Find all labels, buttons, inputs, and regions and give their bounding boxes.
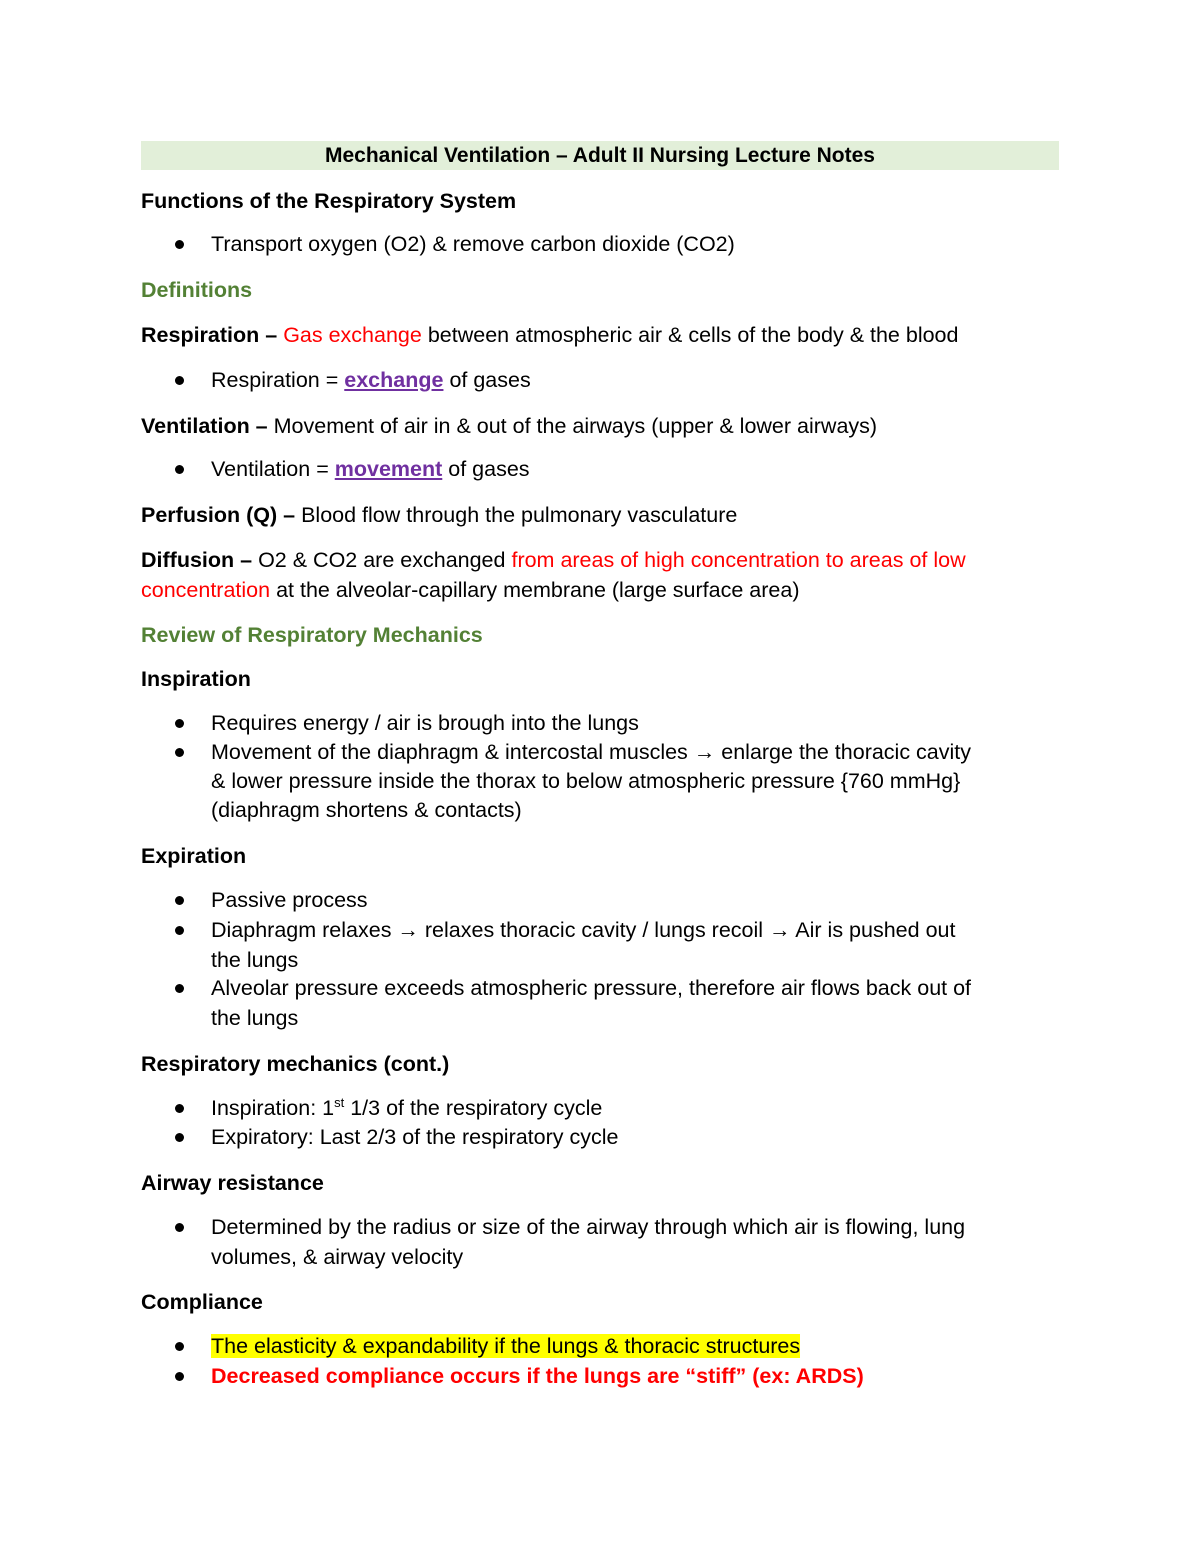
document-title: Mechanical Ventilation – Adult II Nursing Lecture Notes — [141, 141, 1059, 170]
expiration-bullet-3-line-1: Alveolar pressure exceeds atmospheric pressure, therefore air flows back out of — [211, 976, 972, 1000]
perfusion-term: Perfusion (Q) – — [141, 503, 296, 527]
compliance-bullet-2: Decreased compliance occurs if the lungs are “stiff” (ex: ARDS) — [211, 1364, 864, 1388]
diffusion-post: at the alveolar-capillary membrane (large surface area) — [276, 578, 800, 602]
ventilation-rest: Movement of air in & out of the airways (upper & lower airways) — [273, 414, 878, 438]
bullet-icon — [175, 896, 184, 905]
inspiration-bullet-1: Requires energy / air is brough into the lungs — [211, 711, 639, 735]
diffusion-definition — [141, 545, 966, 575]
review-heading: Review of Respiratory Mechanics — [141, 623, 483, 647]
mechanics-cont-bullet-2: Expiratory: Last 2/3 of the respiratory cycle — [211, 1125, 619, 1149]
diffusion-red1: from areas of high concentration to areas of low — [511, 548, 966, 572]
bullet-icon — [175, 1133, 184, 1142]
airway-bullet-line-1: Determined by the radius or size of the airway through which air is flowing, lung — [211, 1215, 966, 1239]
bullet-icon — [175, 984, 184, 993]
bullet-icon — [175, 1342, 184, 1351]
ventilation-term: Ventilation – — [141, 414, 268, 438]
inspiration-bullet-2-line-1: Movement of the diaphragm & intercostal muscles → enlarge the thoracic cavity — [211, 740, 972, 764]
airway-heading: Airway resistance — [141, 1171, 324, 1195]
respiration-definition — [141, 320, 958, 350]
compliance-highlight: The elasticity & expandability if the lungs & thoracic structures — [211, 1334, 801, 1358]
inspiration-bullet-2-line-2: & lower pressure inside the thorax to below atmospheric pressure {760 mmHg} — [211, 769, 961, 793]
respiration-rest: between atmospheric air & cells of the body & the blood — [427, 323, 959, 347]
mechanics-cont-bullet-1 — [211, 1094, 602, 1123]
ventilation-bullet-emph: movement — [334, 457, 443, 481]
expiration-bullet-1: Passive process — [211, 888, 368, 912]
definitions-heading: Definitions — [141, 278, 253, 302]
bullet-icon — [175, 1104, 184, 1113]
inspiration-heading: Inspiration — [141, 667, 251, 691]
perfusion-rest: Blood flow through the pulmonary vasculature — [301, 503, 738, 527]
bullet-icon — [175, 1223, 184, 1232]
bullet-icon — [175, 748, 184, 757]
functions-bullet: Transport oxygen (O2) & remove carbon dioxide (CO2) — [211, 232, 735, 256]
respiration-bullet-pre: Respiration = — [211, 368, 339, 392]
bullet-icon — [175, 465, 184, 474]
bullet-icon — [175, 376, 184, 385]
inspiration-bullet-2-line-3: (diaphragm shortens & contacts) — [211, 798, 522, 822]
ventilation-bullet-post: of gases — [448, 457, 530, 481]
compliance-heading: Compliance — [141, 1290, 263, 1314]
mechanics-cont-heading: Respiratory mechanics (cont.) — [141, 1052, 450, 1076]
airway-bullet-line-2: volumes, & airway velocity — [211, 1245, 464, 1269]
respiration-bullet-emph: exchange — [344, 368, 444, 392]
perfusion-definition — [141, 500, 737, 530]
diffusion-definition-cont — [141, 575, 799, 605]
diffusion-term: Diffusion – — [141, 548, 253, 572]
expiration-bullet-2-line-2: the lungs — [211, 948, 299, 972]
mechanics-b1-sup: st — [334, 1094, 345, 1110]
diffusion-red2: concentration — [141, 578, 271, 602]
respiration-term: Respiration – — [141, 323, 278, 347]
bullet-icon — [175, 719, 184, 728]
ventilation-bullet-pre: Ventilation = — [211, 457, 329, 481]
respiration-bullet — [211, 366, 531, 395]
expiration-bullet-2-line-1: Diaphragm relaxes → relaxes thoracic cavity / lungs recoil → Air is pushed out — [211, 918, 956, 942]
diffusion-pre: O2 & CO2 are exchanged — [258, 548, 506, 572]
bullet-icon — [175, 1372, 184, 1381]
mechanics-b1-post: 1/3 of the respiratory cycle — [344, 1096, 603, 1120]
respiration-red: Gas exchange — [283, 323, 422, 347]
bullet-icon — [175, 240, 184, 249]
ventilation-definition — [141, 411, 877, 441]
expiration-bullet-3-line-2: the lungs — [211, 1006, 299, 1030]
functions-heading: Functions of the Respiratory System — [141, 189, 517, 213]
bullet-icon — [175, 926, 184, 935]
ventilation-bullet — [211, 455, 530, 484]
mechanics-b1-pre: Inspiration: 1 — [211, 1096, 335, 1120]
expiration-heading: Expiration — [141, 844, 247, 868]
respiration-bullet-post: of gases — [449, 368, 531, 392]
compliance-bullet-1 — [211, 1332, 800, 1361]
